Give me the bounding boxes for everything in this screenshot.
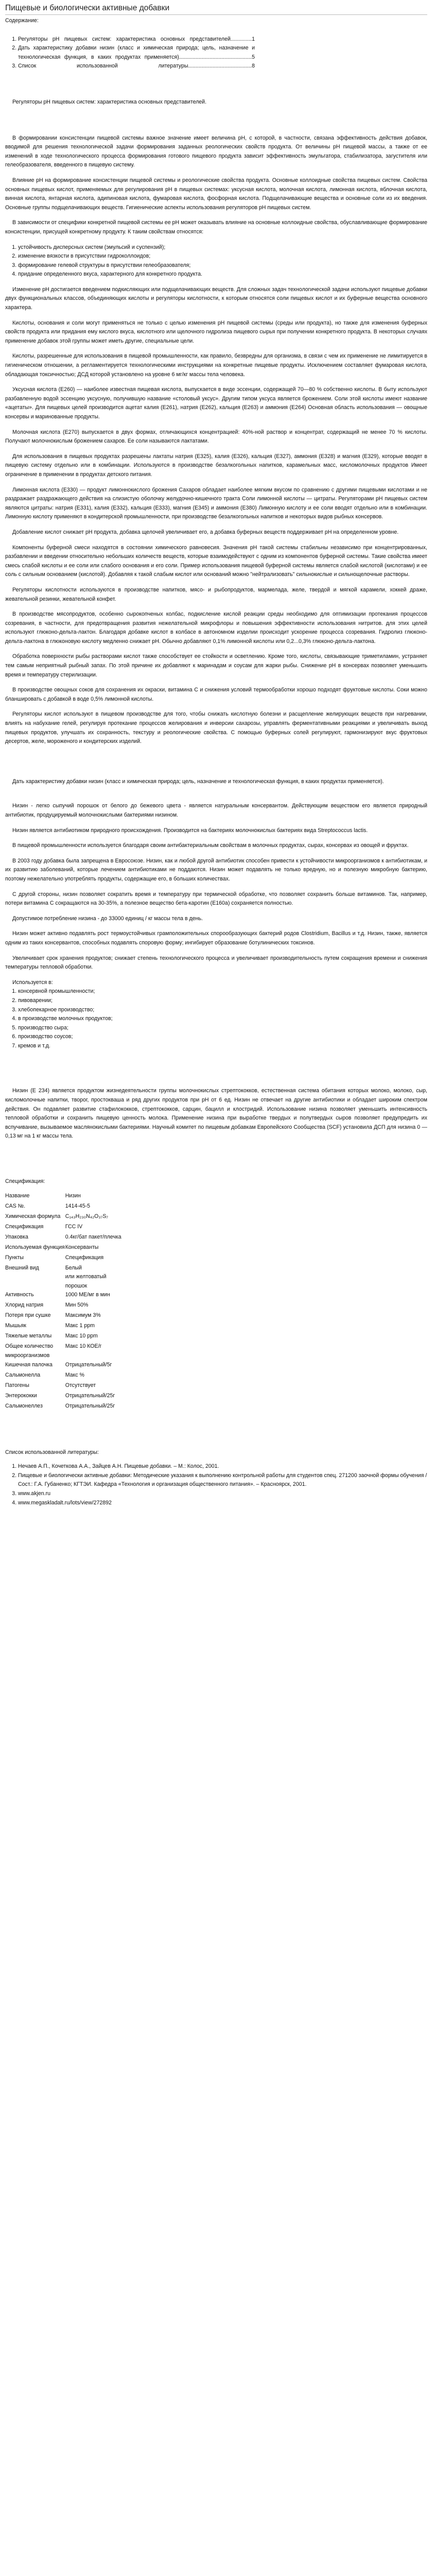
- table-row: [5, 1301, 180, 1311]
- section-heading: Дать характеристику добавки низин (класс и химическая природа; цель, назначение и технологическая функция, в каких продуктах применяется).: [12, 778, 384, 785]
- spec-key: Спецификация: [5, 1223, 44, 1230]
- table-of-contents: [5, 35, 255, 71]
- spec-value: Отрицательный/25г: [65, 1402, 115, 1409]
- paragraph: Регуляторы кислотности используются в производстве напитков, мясо- и рыбопродуктов, мармелада, желе, твердой и мягкой карамели, хоккей драже, жевательной резинки, жевательной конфет.: [5, 586, 427, 602]
- table-row: [5, 1371, 180, 1381]
- reference-link[interactable]: 3. www.akjen.ru: [18, 1489, 427, 1499]
- paragraph: В пищевой промышленности используется благодаря своим антибактериальным свойствам в молочных продуктах, сырах, консервах из овощей и фруктах.: [12, 842, 409, 849]
- spec-key: Внешний вид: [5, 1264, 39, 1271]
- table-row: [5, 1233, 180, 1243]
- spec-value: Макс 1 ppm: [65, 1323, 95, 1329]
- page-title: Пищевые и биологически активные добавки: [5, 3, 427, 15]
- properties-list: [5, 243, 427, 279]
- spec-value: Макс 10 КОЕ/г: [65, 1343, 102, 1350]
- spec-key: Химическая формула: [5, 1213, 61, 1219]
- refs-title: Список использованной литературы:: [5, 1449, 99, 1455]
- references-list: [5, 1462, 427, 1507]
- spec-key: Хлорид натрия: [5, 1302, 44, 1309]
- spec-key: CAS №.: [5, 1202, 26, 1209]
- list-item: 4. придание определенного вкуса, характерного для конкретного продукта.: [18, 270, 427, 279]
- spec-value: ГСС IV: [65, 1223, 83, 1230]
- spec-key: Кишечная палочка: [5, 1361, 53, 1368]
- reference-link[interactable]: 4. www.megaskladalt.ru/lots/view/272892: [18, 1499, 427, 1508]
- paragraph: В производстве мясопродуктов, особенно сырокопченых колбас, подкисление кислой реакции среды необходимо для оптимизации протекания процессов созревания, в частности, для предотвращения развития нежелательной микрофлоры и повышения эффективности использования нитритов. для этих целей используют глюконо-дельта-лактон. Благодаря добавке кислот в колбасе в автономном изделии происходит ускорение процесса созревания. Гидролиз глюконо-дельта-лактона в глюконовую кислоту медленно снижает рН. Обычно добавляют 0,1% лимонной кислоты или 0,2...0,3% глюконо-дельта-лактона.: [5, 611, 427, 645]
- table-row: [5, 1342, 180, 1360]
- spec-value: 1414-45-5: [65, 1202, 91, 1209]
- paragraph: Компоненты буферной смеси находятся в состоянии химического равновесия. Значения рН такой системы стабильны независимо при концентрированных, разбавлении и введении относительно небольших количеств веществ, которые взаимодействуют с одним из компонентов буферной системы. Такие свойства имеет смесь слабой кислоты и ее соли или слабого основания и его соли. Пример использования пищевой буферной системы является слабой кислотой (кислотами) и ее соль с сильным основанием (кислотой). Добавляя к такой слабым кислот или оснований можно "нейтрализовать" сильнокислые и сильнощелочные растворы.: [5, 544, 427, 578]
- table-row: [5, 1243, 180, 1253]
- spec-value: Макс 10 ppm: [65, 1333, 98, 1340]
- table-row: [5, 1223, 180, 1233]
- reference-item: 2. Пищевые и биологически активные добавки: Методические указания к выполнению контрольной работы для студентов спец. 271200 заочной формы обучения /Сост.: Г.А. Губаненко; КГТЭИ. Кафедра «Технология и организация общественного питания». – Красноярск, 2001.: [18, 1471, 427, 1489]
- paragraph: Используется в:: [12, 979, 53, 986]
- paragraph: Молочная кислота (Е270) выпускается в двух формах, отличающихся концентрацией: 40%-ной раствор и концентрат, содержащий не менее 70 % кислоты. Получают молочнокислым брожением сахаров. Ее соли называются лактатами.: [5, 429, 427, 445]
- spec-key: Название: [5, 1192, 30, 1199]
- paragraph: Добавление кислот снижает рН продукта, добавка щелочей увеличивает его, а добавка буферных веществ поддерживает рН на определенном уровне.: [12, 529, 399, 535]
- spec-key: Энтерококки: [5, 1392, 37, 1399]
- paragraph: Регуляторы кислот используют в пищевом производстве для того, чтобы снижать кислотную болезни и расщепление желирующих веществ при нагревании, влиять на набухание гелей, регулируя протекание процессов желирования и инверсии сахарозы, управлять ферментативными реакциями и увеличивать выход пищевых продуктов, улучшать их сохранность, текстуру и реологические свойства. С помощью буферных солей регулируют, гармонизируют вкус фруктовых десертов, желе, мороженого и кондитерских изделий.: [5, 711, 427, 745]
- document: [5, 0, 432, 1507]
- paragraph: Лимонная кислота (Е330) — продукт лимоннокислого брожения Сахаров обладает наиболее мягким вкусом по сравнению с другими пищевыми кислотами и не раздражает раздражающего действия на слизистую оболочку желудочно-кишечного тракта Соли лимонной кислоты — цитраты. Регуляторами pH пищевых систем являются цитраты: натрия (Е331), калия (Е332), кальция (Е333), магния (Е345) и аммония (Е380) Лимонную кислоту и ее соли вводят отдельно или в комбинации. Лимонную кислоту применяют в кондитерской промышленности, при производстве безалкогольных напитков и некоторых видов рыбных консервов.: [5, 486, 427, 520]
- table-row: [5, 1202, 180, 1212]
- toc-item[interactable]: 3. Список использованной литературы..........................................8: [18, 62, 255, 71]
- spec-value: Макс %: [65, 1371, 84, 1378]
- paragraph: Уксусная кислота (Е260) — наиболее известная пищевая кислота, выпускается в виде эссенции, содержащей 70—80 % собственно кислоты. В быту используют разбавленную водой эссенцию уксусную, получившую название «столовый уксус». Другим типом уксуса является брожением. Соли этой кислоты имеют название «ацетаты». Для пищевых целей производится ацетат калия (Е261), натрия (Е262), кальция (Е263) и аммония (Е264) Основная область использования — овощные консервы и маринованные продукты.: [5, 386, 427, 420]
- table-row: [5, 1402, 180, 1412]
- paragraph: В зависимости от специфики конкретной пищевой системы ее рН может оказывать влияние на основные коллоидные свойства, обуславливающие формирование консистенции, присущей конкретному продукту. К таким свойствам относятся:: [5, 219, 427, 235]
- paragraph: Кислоты, основания и соли могут применяться не только с целью изменения рН пищевой системы (среды или продукта), но также для изменения буферных свойств продукта или придания ему кислого вкуса, кислотного или щелочного гидролиза пищевого сырья при получении конкретного продукта. В некоторых случаях применение добавок этой группы может иметь другие, специальные цели.: [5, 319, 427, 344]
- spec-key: Сальмонелла: [5, 1371, 41, 1378]
- spec-value: Мин 50%: [65, 1302, 89, 1309]
- table-row: [5, 1192, 180, 1202]
- list-item: 1. устойчивость дисперсных систем (эмульсий и суспензий);: [18, 243, 427, 252]
- spec-key: Тяжелые металлы: [5, 1333, 52, 1340]
- list-item: 2. пивоварении;: [18, 996, 427, 1006]
- spec-value: 0.4кг/бат пакет/плечка: [65, 1233, 121, 1240]
- paragraph: С другой стороны, низин позволяет сократить время и температуру при термической обработке, что позволяет сохранить больше витаминов. Так, например, потери витамина С сокращаются на 30-35%, а полезное вещество бета-каротин (Е160а) сохраняется полностью.: [5, 891, 427, 907]
- list-item: 4. в производстве молочных продуктов;: [18, 1014, 427, 1024]
- spec-value: Консерванты: [65, 1244, 99, 1250]
- uses-list: [5, 987, 427, 1050]
- table-row: [5, 1253, 180, 1264]
- paragraph: Допустимое потребление низина - до 33000 единиц / кг массы тела в день.: [12, 915, 203, 922]
- paragraph: В формировании консистенции пищевой системы важное значение имеет величина рН, с которой, в частности, связана эффективность действия добавок, вводимой для решения технологической задачи формирования заданных реологических свойств продукта. От величины рН пищевой массы, а также от ее изменений в ходе технологического процесса формирования готового пищевого продукта зависит эффективность эмульгатора, стабилизатора, загустителя или гелеобразователя, введенного в пищевую систему.: [5, 134, 427, 168]
- table-row: [5, 1392, 180, 1402]
- spec-value: Спецификация: [65, 1254, 104, 1261]
- paragraph: Низин (Е 234) является продуктом жизнедеятельности группы молочнокислых стрептококков, естественная система обитания которых молоко, молоко, сыр, кисломолочные напитки, творог, простокваша и ряд других продуктов при рН от 6 ед. Низин не отвечает на другие антибиотики и обладает широким спектром действия. Он подавляет развитие стафилококков, стрептококков, сарцин, бацилл и клостридий. Использование низина позволяет уменьшить интенсивность тепловой обработки и сохранить пищевую ценность молока. Применение низина при выработке твердых и полутвердых сыров позволяет предупредить их вспучивание, вызываемое маслянокислыми бактериями. Научный комитет по пищевым добавкам Европейского Сообщества (SCF) установила ДСП для низина 0 — 0,13 мг на 1 кг массы тела.: [5, 1088, 427, 1140]
- paragraph: Для использования в пищевых продуктах разрешены лактаты натрия (Е325), калия (Е326), кальция (Е327), аммония (Е328) и магния (Е329), которые вводят в пищевую систему отдельно или в комбинации. Используются в производстве безалкогольных напитков, карамельных масс, кисломолочных продуктов Имеет ограничение в применении в продуктах детского питания.: [5, 453, 427, 478]
- toc-item[interactable]: 1. Регуляторы рН пищевых систем: характеристика основных представителей..............1: [18, 35, 255, 44]
- table-row: [5, 1264, 180, 1291]
- paragraph: Низин может активно подавлять рост термоустойчивых грамположительных спорообразующих бактерий родов Clostridium, Bacillus и т.д. Низин, также, является одним из таких консервантов, способных подавлять споровую форму; ингибирует образование ботулинических токсинов.: [5, 930, 427, 946]
- spec-key: Сальмонеллез: [5, 1402, 43, 1409]
- toc-item[interactable]: 2. Дать характеристику добавки низин (класс и химическая природа; цель, назначение и технологическая функция, в каких продуктах применяется)................................................5: [18, 44, 255, 62]
- paragraph: Изменение рН достигается введением подкисляющих или подщелачивающих веществ. Для сложных задач технологической задачи используют пищевые добавки двух функциональных классов, объединяющих кислоты и регуляторы кислотности, к которым относятся соли пищевых кислот и их буферные вещества основного характера.: [5, 286, 427, 311]
- list-item: 6. производство соусов;: [18, 1032, 427, 1042]
- list-item: 7. кремов и т.д.: [18, 1042, 427, 1051]
- table-row: [5, 1311, 180, 1321]
- list-item: 2. изменение вязкости в присутствии гидроколлоидов;: [18, 252, 427, 261]
- spec-value: 1000 МЕ/мг в мин: [65, 1292, 110, 1298]
- reference-item: 1. Нечаев А.П., Кочеткова А.А., Зайцев А.Н. Пищевые добавки. – М.: Колос, 2001.: [18, 1462, 427, 1471]
- spec-key: Активность: [5, 1292, 34, 1298]
- list-item: 3. хлебопекарное производство;: [18, 1006, 427, 1015]
- list-item: 5. производство сыра;: [18, 1024, 427, 1033]
- table-row: [5, 1381, 180, 1392]
- table-row: [5, 1321, 180, 1332]
- paragraph: Низин является антибиотиком природного происхождения. Производится на бактериях молочнокислых бактериях вида Streptococcus lactis.: [12, 827, 368, 834]
- spec-key: Мышьяк: [5, 1323, 26, 1329]
- list-item: 1. консервной промышленности;: [18, 987, 427, 996]
- spec-value: Максимум 3%: [65, 1312, 101, 1319]
- paragraph: Кислоты, разрешенные для использования в пищевой промышленности, как правило, безвредны для организма, в связи с чем их применение не лимитируется в гигиеническом отношении, а регламентируется технологическими инструкциями на конкретные пищевые продукты. Исключением составляет фумаровая кислота, обладающая токсичностью; ДСД которой установлено на уровне 6 мг/кг массы тела человека.: [5, 353, 427, 378]
- spec-table: [5, 1192, 180, 1412]
- spec-title: Спецификация:: [5, 1178, 45, 1185]
- paragraph: В 2003 году добавка была запрещена в Евросоюзе. Низин, как и любой другой антибиотик способен привести к устойчивости микроорганизмов к антибиотикам, и их развитию заболеваний, которые лечением антибиотиками не поддаются. Низин может подавлять не только вредную, но и полезную микробную бактерию, поэтому нежелательно употреблять продукты, содержащие его, в больших количествах.: [5, 857, 427, 882]
- spec-key: Используемая функция: [5, 1244, 65, 1250]
- paragraph: Низин - легко сыпучий порошок от белого до бежевого цвета - является натуральным консервантом. Действующим веществом его является природный антибиотик, продуцируемый молочнокислыми бактериями низином.: [5, 803, 427, 818]
- spec-value: Отсутствует: [65, 1382, 96, 1388]
- toc-label: Содержание:: [5, 18, 39, 24]
- paragraph: В производстве овощных соков для сохранения их окраски, витамина С и снижения условий термообработки хорошо подходят фруктовые кислоты. Соки можно бланшировать с добавкой в воде 0,5% лимонной кислоты.: [5, 687, 427, 702]
- table-row: [5, 1361, 180, 1371]
- spec-key: Патогены: [5, 1382, 29, 1388]
- spec-key: Пункты: [5, 1254, 24, 1261]
- spec-value: Низин: [65, 1192, 81, 1199]
- list-item: 3. формирование гелевой структуры в присутствии гелеобразователя;: [18, 261, 427, 270]
- paragraph: Увеличивает срок хранения продуктов; снижает степень технологического процесса и увеличивает производительность путем сокращения времени и снижения температуры тепловой обработки.: [5, 955, 427, 971]
- spec-value: Белый или желтоватый порошок: [65, 1264, 107, 1289]
- table-row: [5, 1212, 180, 1223]
- spec-key: Потеря при сушке: [5, 1312, 51, 1319]
- spec-value: C₁₄₃H₂₃₀N₄₂O₃₇S₇: [65, 1213, 109, 1219]
- table-row: [5, 1332, 180, 1342]
- paragraph: Обработка поверхности рыбы растворами кислот также способствует ее стойкости и осветлению. Кроме того, кислоты, связывающие триметиламин, устраняет тем самым неприятный рыбный запах. По этой причине их добавляют к маринадам и соусам для жарки рыбы. Снижение рН в консервах позволяет уменьшить время и температуру стерилизации.: [5, 653, 427, 678]
- spec-key: Общее количество микроорганизмов: [5, 1343, 54, 1359]
- spec-value: Отрицательный/25г: [65, 1392, 115, 1399]
- paragraph: Влияние рН на формирование консистенции пищевой системы и реологические свойства продукта. Основные коллоидные свойства пищевых систем. Свойства основных пищевых кислот, применяемых для регулирования рН в пищевых системах: уксусная кислота, молочная кислота, лимонная кислота, яблочная кислота, винная кислота, янтарная кислота, адипиновая кислота, фумаровая кислота, фосфорная кислота. Подщелачивающие вещества и основные соли из их введения. Основные группы подщелачивающих веществ. Гигиенические аспекты использования регуляторов рН пищевых систем.: [5, 177, 427, 211]
- spec-value: Отрицательный/5г: [65, 1361, 112, 1368]
- section-heading: Регуляторы рН пищевых систем: характеристика основных представителей.: [12, 98, 207, 105]
- table-row: [5, 1291, 180, 1301]
- spec-key: Упаковка: [5, 1233, 28, 1240]
